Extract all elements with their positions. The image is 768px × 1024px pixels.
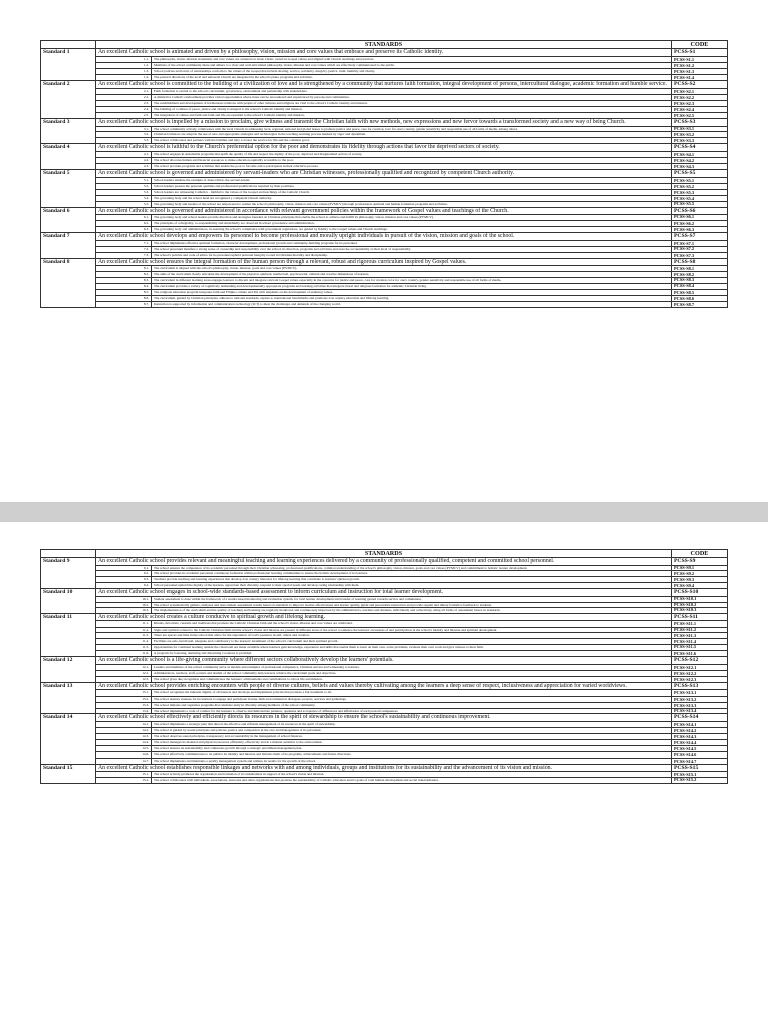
standard-label: Standard 12 [41, 657, 96, 683]
indicator-text: The governing body and the school head are recognized y competent Church authority. [152, 196, 672, 202]
indicator-code: PCSS-S9.3 [672, 577, 728, 583]
indicator-code: PCSS-S2.5 [672, 112, 728, 118]
indicator-text: The aims of the curriculum clearly articulate the development of the physical, spiritual, intellectual, psychosocial, cultural and creative dimensions of learners. [152, 272, 672, 278]
indicator-text: The curriculum provides a variety of cognitively demanding and developmentally appropriate programs and learning activities that integrate moral and religious formation for authentic Christian living. [152, 283, 672, 289]
indicator-code: PCSS-S7.3 [672, 252, 728, 258]
standard-statement: An excellent Catholic school provides enriching encounters with people of diverse cultures, beliefs and values thereby cultivating among the learners a deep sense of respect, inclusiveness and appreciation for varied worldviews. [96, 682, 672, 690]
indicator-text: School policies and levels of relationships conform to the values of the Gospel that include sharing, service, solidarity, integrity, justice, truth, humility and charity. [152, 68, 672, 74]
standard-row [41, 49, 728, 57]
indicator-code: PCSS-S1.4 [672, 74, 728, 80]
indicator-number: 15.1. [96, 772, 152, 778]
indicator-text: The school recognizes the inherent dignity of all learners and develops and implements policies that promote a fair treatment to all. [152, 690, 672, 696]
standard-row [41, 682, 728, 690]
standard-code: PCSS-S4 [672, 144, 728, 152]
standard-statement: An excellent Catholic school is governed and administered by servant-leaders who are Christian witnesses, professionally qualified and recognized by competent Church authority. [96, 170, 672, 178]
standard-code: PCSS-S6 [672, 207, 728, 215]
indicator-text: Christian formators are adept in the use of new and appropriate strategies and technologies in the teaching-learning process marked by vigor and dynamism. [152, 132, 672, 138]
indicator-number: 9.2. [96, 571, 152, 577]
indicator-text: The pastoral directions of the local and universal Church are integrated in the school's plans, programs and activities. [152, 74, 672, 80]
indicator-code: PCSS-S3.1 [672, 126, 728, 132]
standard-row [41, 170, 728, 178]
standard-row [41, 589, 728, 597]
indicator-code: PCSS-S12.3 [672, 676, 728, 682]
indicator-code: PCSS-S2.4 [672, 106, 728, 112]
indicator-number: 4.2. [96, 158, 152, 164]
header-standards: STANDARDS [96, 41, 672, 49]
standard-statement: An excellent Catholic school is animated and driven by a philosophy, vision, mission and core values that embrace and preserve its Catholic identity. [96, 49, 672, 57]
indicator-number: 5.1. [96, 177, 152, 183]
indicator-number: 15.2. [96, 778, 152, 784]
indicator-number: 5.3. [96, 190, 152, 196]
indicator-number: 13.2. [96, 696, 152, 702]
header-code: CODE [672, 550, 728, 558]
indicator-code: PCSS-S1.3 [672, 68, 728, 74]
indicator-text: The school ensures the competence of its academic personnel through their Christian witnessing, professional qualifications, common understanding of the school's philosophy, vision, mission, goals and core values (PVMCV) and commitment to holistic learner development. [152, 565, 672, 571]
indicator-number: 6.2. [96, 221, 152, 227]
indicator-code: PCSS-S14.3 [672, 734, 728, 740]
indicator-code: PCSS-S14.2 [672, 728, 728, 734]
standard-code: PCSS-S8 [672, 258, 728, 266]
indicator-number: 7.2. [96, 246, 152, 252]
indicator-number: 3.3. [96, 138, 152, 144]
indicator-code: PCSS-S9.2 [672, 571, 728, 577]
indicator-text: School leaders emulate the example of Jesus Christ, the servant-leader. [152, 177, 672, 183]
indicator-code: PCSS-S5.4 [672, 196, 728, 202]
indicator-code: PCSS-S10.2 [672, 602, 728, 608]
indicator-number: 14.3. [96, 734, 152, 740]
indicator-number: 10.1. [96, 597, 152, 603]
indicator-text: The school implements a code of conduct for the learners to observe and demonstrate patience, openness and acceptance of differences and affirmation of each person's uniqueness. [152, 708, 672, 714]
standard-label: Standard 8 [41, 258, 96, 307]
standard-label: Standard 4 [41, 144, 96, 170]
indicator-text: The curriculum, guided by Christian principles, adheres to national standards, aspires to international benchmarks and promotes 21st century education and lifelong learning. [152, 295, 672, 301]
indicator-code: PCSS-S6.1 [672, 215, 728, 221]
indicator-code: PCSS-S4.3 [672, 164, 728, 170]
indicator-text: Signs and symbols related to the Catholic Christian faith and the school's vision and mission are present in different areas of the school to enhance the learners' awareness of and participation in the school's identity and mission and spiritual development. [152, 627, 672, 633]
indicator-code: PCSS-S5.2 [672, 183, 728, 189]
indicator-code: PCSS-S13.4 [672, 708, 728, 714]
indicator-text: The school initiates and organizes programs that celebrate unity in diversity among members of the school community. [152, 702, 672, 708]
indicator-text: Members of the school community share and adhere to a clear and well-articulated philosophy, vision, mission and core values which are effectively communicated to the public. [152, 62, 672, 68]
standard-code: PCSS-S3 [672, 119, 728, 127]
indicator-text: The school gives due recognition and communicates the learners' achievements and contributions to school life and mission. [152, 676, 672, 682]
indicator-number: 7.3. [96, 252, 152, 258]
indicator-code: PCSS-S10.1 [672, 597, 728, 603]
indicator-text: The school observes sound principles, transparency and accountability in the management of school finances. [152, 734, 672, 740]
indicator-number: 8.5. [96, 289, 152, 295]
indicator-code: PCSS-S14.4 [672, 740, 728, 746]
standard-statement: An excellent Catholic school is committed to the building of a civilization of love and is strengthened by a community that nurtures faith formation, integral development of persons, intercultural dialogue, academic formation and humble service. [96, 80, 672, 88]
indicator-number: 4.3. [96, 164, 152, 170]
indicator-text: Faith formation is central to the school's curriculum, governance, environment and partnership with stakeholders. [152, 88, 672, 94]
indicator-number: 12.1. [96, 664, 152, 670]
indicator-text: The school implements a strategic plan that directs the effective and efficient management of its resources in the spirit of stewardship. [152, 721, 672, 727]
indicator-number: 12.2. [96, 670, 152, 676]
standard-statement: An excellent Catholic school creates a culture conducive to spiritual growth and lifelong learning. [96, 613, 672, 621]
indicator-code: PCSS-S9.1 [672, 565, 728, 571]
indicator-number: 1.4. [96, 74, 152, 80]
standard-row [41, 714, 728, 722]
indicator-text: The governing body and school leaders provide direction and strategies founded on Christian principles that enable the school to achieve and fulfill its philosophy, vision, mission and core values (PVMCV). [152, 215, 672, 221]
indicator-text: The school provides its academic personnel continuous formation within professional learning communities to ensure the holistic development of its learners. [152, 571, 672, 577]
indicator-number: 1.3. [96, 68, 152, 74]
indicator-text: There are spaces and time in the school that allow for the experience of God's presence in self, others and creation. [152, 633, 672, 639]
indicator-number: 8.7. [96, 301, 152, 307]
indicator-text: The school collaborates and partners with the families and laity to foster the service for life and the common good. [152, 138, 672, 144]
table-header-row [41, 41, 728, 49]
indicator-text: The school community actively collaborates with the local Church in addressing local, regional, national and global issues to promote justice and peace, care for creation, love for one's country, gender sensitivity and responsible use of all forms of media, among others. [152, 126, 672, 132]
indicator-code: PCSS-S1.2 [672, 62, 728, 68]
standard-statement: An excellent Catholic school develops and empowers its personnel to become professional and morally upright individuals in pursuit of the vision, mission and goals of the school. [96, 233, 672, 241]
header-standards: STANDARDS [96, 550, 672, 558]
standards-table [40, 549, 728, 784]
indicator-number: 5.2. [96, 183, 152, 189]
standard-label: Standard 14 [41, 714, 96, 764]
document-page-1 [0, 0, 768, 502]
indicator-code: PCSS-S11.4 [672, 639, 728, 645]
indicator-number: 5.4. [96, 196, 152, 202]
standard-row [41, 144, 728, 152]
indicator-code: PCSS-S12.1 [672, 664, 728, 670]
standard-code: PCSS-S14 [672, 714, 728, 722]
indicator-code: PCSS-S13.1 [672, 690, 728, 696]
standard-statement: An excellent Catholic school is impelled by a mission to proclaim, give witness and transmit the Christian faith with new methods, new expressions and new fervor towards a transformed society and a new way of being Church. [96, 119, 672, 127]
indicator-text: Facilities are safe, functional, adequate and contributory to the learners' attainment of the school's curriculum and their spiritual growth. [152, 639, 672, 645]
indicator-text: A program for fostering, nurturing and discerning vocations is provided. [152, 650, 672, 656]
indicator-code: PCSS-S3.3 [672, 138, 728, 144]
indicator-code: PCSS-S4.1 [672, 152, 728, 158]
indicator-number: 11.1. [96, 621, 152, 627]
standard-code: PCSS-S7 [672, 233, 728, 241]
indicator-code: PCSS-S11.1 [672, 621, 728, 627]
indicator-number: 14.2. [96, 728, 152, 734]
indicator-text: The curriculum is aligned with the school's philosophy, vision, mission, goals and core values (PVMCV). [152, 266, 672, 272]
indicator-number: 4.1. [96, 152, 152, 158]
indicator-number: 11.3. [96, 633, 152, 639]
standard-row [41, 80, 728, 88]
indicator-text: The school implements effective spiritual formation, character development, professional growth and community-building programs for its personnel. [152, 240, 672, 246]
standard-code: PCSS-S2 [672, 80, 728, 88]
indicator-code: PCSS-S2.2 [672, 94, 728, 100]
indicator-code: PCSS-S8.3 [672, 278, 728, 284]
standards-body [41, 49, 728, 308]
indicator-number: 13.4. [96, 708, 152, 714]
indicator-text: The school implements and maintains a quality management system and utilizes its results for the growth of the school. [152, 758, 672, 764]
standard-row [41, 764, 728, 772]
indicator-text: The philosophy, vision, mission statements and core values are centered on Jesus Christ, rooted in Gospel values and aligned with Church teachings and practices. [152, 56, 672, 62]
indicator-text: The school ensures avenues for its learners to engage and participate in inter-faith and ecumenical dialogues, prayers, services and gatherings. [152, 696, 672, 702]
standard-code: PCSS-S10 [672, 589, 728, 597]
indicator-number: 11.2. [96, 627, 152, 633]
standard-statement: An excellent Catholic school establishes responsible linkages and networks with and among individuals, groups and institutions for its sustainability and the advancement of its vision and mission. [96, 764, 672, 772]
indicator-text: The school ensures its sustainability and continuous growth through a strategic enrollment management plan. [152, 746, 672, 752]
standard-label: Standard 5 [41, 170, 96, 208]
indicator-number: 2.5. [96, 112, 152, 118]
indicator-row [41, 778, 728, 784]
indicator-code: PCSS-S15.1 [672, 772, 728, 778]
standard-label: Standard 15 [41, 764, 96, 783]
indicator-number: 11.4. [96, 639, 152, 645]
standard-code: PCSS-S9 [672, 558, 728, 566]
header-blank-cell [41, 41, 96, 49]
standard-label: Standard 13 [41, 682, 96, 713]
indicator-code: PCSS-S8.6 [672, 295, 728, 301]
standard-code: PCSS-S11 [672, 613, 728, 621]
standard-label: Standard 7 [41, 233, 96, 258]
indicator-text: The implementation of the curriculum and the quality of teaching and learning are regularly monitored and continuously improved by the administrators, teachers and students, individually and collectively, using all forms of assessment based on standards. [152, 608, 672, 614]
indicator-code: PCSS-S7.2 [672, 246, 728, 252]
standard-statement: An excellent Catholic school is a life-giving community where different sectors collaboratively develop the learners' potentials. [96, 657, 672, 665]
indicator-code: PCSS-S9.4 [672, 583, 728, 589]
standards-table [40, 40, 728, 308]
indicator-code: PCSS-S14.6 [672, 752, 728, 758]
indicator-text: The school allocates human and financial resources to make education equitably accessible to the poor. [152, 158, 672, 164]
standard-row [41, 233, 728, 241]
indicator-text: The school systematically gathers, analyzes and uses student assessment results based on standards to improve teacher effectiveness and learner quality, guide and personalize instruction and provide regular and timely formative feedback to students. [152, 602, 672, 608]
indicator-text: The school collaborates with individuals, associations, networks and other organizations that promote the sustainability of Catholic education and its goals of total human development and social transformation. [152, 778, 672, 784]
indicator-text: The religious education program integrates faith and Filipino culture and life with emphasis on the development of enduring values. [152, 289, 672, 295]
indicator-text: Rituals, devotions, customs and traditions that promote the Catholic Christian faith and the school's vision, mission and core values are celebrated. [152, 621, 672, 627]
indicator-text: The school effectively communicates to its publics its identity and mission and informs them of its programs, achievements and future directions. [152, 752, 672, 758]
indicator-number: 2.4. [96, 106, 152, 112]
indicator-number: 5.5. [96, 202, 152, 208]
indicator-text: Administrators, teachers, staff, parents and alumni of the school community help learners achieve the curriculum goals and objectives. [152, 670, 672, 676]
indicator-number: 8.1. [96, 266, 152, 272]
indicator-number: 8.6. [96, 295, 152, 301]
indicator-code: PCSS-S10.3 [672, 608, 728, 614]
indicator-code: PCSS-S4.2 [672, 158, 728, 164]
indicator-number: 13.3. [96, 702, 152, 708]
indicator-code: PCSS-S14.1 [672, 721, 728, 727]
indicator-text: Opportunities for continual learning outside the classroom are made available where learners gain knowledge, experience and skills that enable them to learn on their own, solve problems, evaluate their own work and give witness to their faith. [152, 645, 672, 651]
indicator-number: 3.1. [96, 126, 152, 132]
indicator-number: 8.3. [96, 278, 152, 284]
standard-row [41, 207, 728, 215]
header-blank-cell [41, 550, 96, 558]
indicator-code: PCSS-S11.2 [672, 627, 728, 633]
standard-row [41, 558, 728, 566]
indicator-number: 6.1. [96, 215, 152, 221]
indicator-code: PCSS-S5.3 [672, 190, 728, 196]
indicator-code: PCSS-S13.2 [672, 696, 728, 702]
indicator-text: School personnel uphold the dignity of the learners, appreciate their diversity, respond to their special needs and develop caring relationship with them. [152, 583, 672, 589]
indicator-number: 8.2. [96, 272, 152, 278]
indicator-text: The school personnel manifest a strong sense of ownership and responsibility over the school, its direction, programs and activities and exercise accountability at their level of responsibility. [152, 246, 672, 252]
standard-code: PCSS-S13 [672, 682, 728, 690]
indicator-number: 14.4. [96, 740, 152, 746]
indicator-text: The school is guided by sound principles and policies, justice and compassion in the care and management of its personnel. [152, 728, 672, 734]
indicator-code: PCSS-S13.3 [672, 702, 728, 708]
standard-statement: An excellent Catholic school is governed and administered in accordance with relevant government policies within the framework of Gospel values and teachings of the Church. [96, 207, 672, 215]
indicator-number: 12.3. [96, 676, 152, 682]
standard-row [41, 613, 728, 621]
indicator-code: PCSS-S12.2 [672, 670, 728, 676]
indicator-number: 3.2. [96, 132, 152, 138]
standard-code: PCSS-S1 [672, 49, 728, 57]
indicator-text: The school manages its material and physical resources efficiently, effectively and in a manner sensitive to the environment. [152, 740, 672, 746]
indicator-text: Teachers provide teaching and learning experiences that develop 21st century literacies for lifelong learning that contribute to learners' spiritual growth. [152, 577, 672, 583]
indicator-text: A distinctive Catholic environment provides varied opportunities where Jesus can be encountered and experienced by persons and communities. [152, 94, 672, 100]
standard-label: Standard 6 [41, 207, 96, 232]
indicator-code: PCSS-S8.2 [672, 272, 728, 278]
standard-code: PCSS-S12 [672, 657, 728, 665]
standard-row [41, 258, 728, 266]
standard-statement: An excellent Catholic school effectively and efficiently directs its resources in the spirit of stewardship to ensure the school's sustainability and continuous improvement. [96, 714, 672, 722]
indicator-text: The principles of collegiality, co-responsibility and subsidiarity are observed in school governance and administration. [152, 221, 672, 227]
indicator-code: PCSS-S8.7 [672, 301, 728, 307]
standard-code: PCSS-S15 [672, 764, 728, 772]
indicator-code: PCSS-S1.1 [672, 56, 728, 62]
document-page-2 [0, 522, 768, 1024]
indicator-code: PCSS-S2.1 [672, 88, 728, 94]
indicator-number: 14.5. [96, 746, 152, 752]
indicator-number: 14.6. [96, 752, 152, 758]
indicator-code: PCSS-S5.1 [672, 177, 728, 183]
indicator-number: 1.2. [96, 62, 152, 68]
indicator-text: The governing body and administrators, in ensuring the school's compliance with government regulations, are guided by fidelity to the Gospel values and Church teachings. [152, 227, 672, 233]
indicator-code: PCSS-S15.2 [672, 778, 728, 784]
indicator-code: PCSS-S6.3 [672, 227, 728, 233]
table-header-row [41, 550, 728, 558]
standard-code: PCSS-S5 [672, 170, 728, 178]
indicator-number: 10.2. [96, 602, 152, 608]
indicator-number: 7.1. [96, 240, 152, 246]
indicator-code: PCSS-S14.7 [672, 758, 728, 764]
indicator-number: 13.1. [96, 690, 152, 696]
standard-statement: An excellent Catholic school engages in school-wide standards-based assessment to inform curriculum and instruction for total learner development. [96, 589, 672, 597]
indicator-code: PCSS-S3.2 [672, 132, 728, 138]
indicator-text: The building of a culture of peace, justice and charity is integral to the school's Catholic identity and mission. [152, 106, 672, 112]
indicator-text: Leaders and members of the school community serve as models and examples of professional competence, Christian service and witnessing to learners. [152, 664, 672, 670]
indicator-text: The governing body and leaders of the school are empowered to realize the school's philosophy, vision, mission and core values (PVMCV) through professional, spiritual and human formation programs and activities. [152, 202, 672, 208]
indicator-text: Student assessment is done within the framework of a results-based monitoring and evaluation system, for total learner development and transfer of learning geared towards service and communion. [152, 597, 672, 603]
indicator-number: 1.1. [96, 56, 152, 62]
standard-label: Standard 10 [41, 589, 96, 613]
indicator-text: School leaders possess the personal qualities and professional qualifications required by their positions. [152, 183, 672, 189]
indicator-number: 2.3. [96, 100, 152, 106]
standard-label: Standard 9 [41, 558, 96, 589]
indicator-number: 11.5. [96, 645, 152, 651]
indicator-text: The school's policies and code of ethics for its personnel uphold personal integrity rooted in Christian morality and discipleship. [152, 252, 672, 258]
standard-statement: An excellent Catholic school provides relevant and meaningful teaching and learning experiences delivered by a community of professionally qualified, competent and committed school personnel. [96, 558, 672, 566]
standard-label: Standard 2 [41, 80, 96, 118]
indicator-code: PCSS-S2.3 [672, 100, 728, 106]
indicator-row [41, 301, 728, 307]
indicator-code: PCSS-S14.5 [672, 746, 728, 752]
indicator-number: 2.1. [96, 88, 152, 94]
indicator-code: PCSS-S8.5 [672, 289, 728, 295]
indicator-code: PCSS-S11.5 [672, 645, 728, 651]
indicator-text: The school engages in sustainable programs that uplift the quality of life and respect the dignity of the poor, deprived and marginalized sectors of society. [152, 152, 672, 158]
standard-row [41, 657, 728, 665]
indicator-number: 8.4. [96, 283, 152, 289]
indicator-text: The school actively promotes the organization and formation of its stakeholders in support of the school's vision and mission. [152, 772, 672, 778]
indicator-number: 9.3. [96, 577, 152, 583]
standard-statement: An excellent Catholic school is faithful to the Church's preferential option for the poor and demonstrates its fidelity through actions that favor the deprived sectors of society. [96, 144, 672, 152]
indicator-number: 14.1. [96, 721, 152, 727]
standard-statement: An excellent Catholic school ensures the integral formation of the human person through a relevant, robust and rigorous curriculum inspired by Gospel values. [96, 258, 672, 266]
indicator-number: 11.6. [96, 650, 152, 656]
indicator-number: 6.3. [96, 227, 152, 233]
indicator-number: 10.3. [96, 608, 152, 614]
indicator-text: The establishment and development of harmonious relations with people of other cultures and religions are vital to the school's Catholic identity and mission. [152, 100, 672, 106]
indicator-number: 14.7. [96, 758, 152, 764]
indicator-text: Instruction is supported by information and communication technology (ICT) to meet the challenges and demands of the changing world. [152, 301, 672, 307]
standards-body [41, 558, 728, 784]
standard-label: Standard 3 [41, 119, 96, 144]
indicator-text: The curriculum in different learning areas engages learners to discern and integrate relevant Gospel values especially in the concerns for justice and peace, care for creation, love for one's country, gender sensitivity and responsible use of all forms of media. [152, 278, 672, 284]
indicator-text: The school provides programs and activities that enable the poor to become active participants in their educative process. [152, 164, 672, 170]
indicator-number: 9.1. [96, 565, 152, 571]
standard-label: Standard 11 [41, 613, 96, 656]
indicator-code: PCSS-S5.5 [672, 202, 728, 208]
indicator-text: The integration of culture and faith and faith and life are essential to the school's Catholic identity and mission. [152, 112, 672, 118]
standard-label: Standard 1 [41, 49, 96, 81]
standard-row [41, 119, 728, 127]
indicator-code: PCSS-S8.1 [672, 266, 728, 272]
indicator-code: PCSS-S11.6 [672, 650, 728, 656]
header-code: CODE [672, 41, 728, 49]
indicator-text: School leaders are witnessing Catholics - faithful to the values of the Gospel and teachings of the Catholic Church. [152, 190, 672, 196]
indicator-code: PCSS-S6.2 [672, 221, 728, 227]
indicator-code: PCSS-S11.3 [672, 633, 728, 639]
indicator-number: 9.4. [96, 583, 152, 589]
indicator-number: 2.2. [96, 94, 152, 100]
indicator-code: PCSS-S7.1 [672, 240, 728, 246]
indicator-code: PCSS-S8.4 [672, 283, 728, 289]
